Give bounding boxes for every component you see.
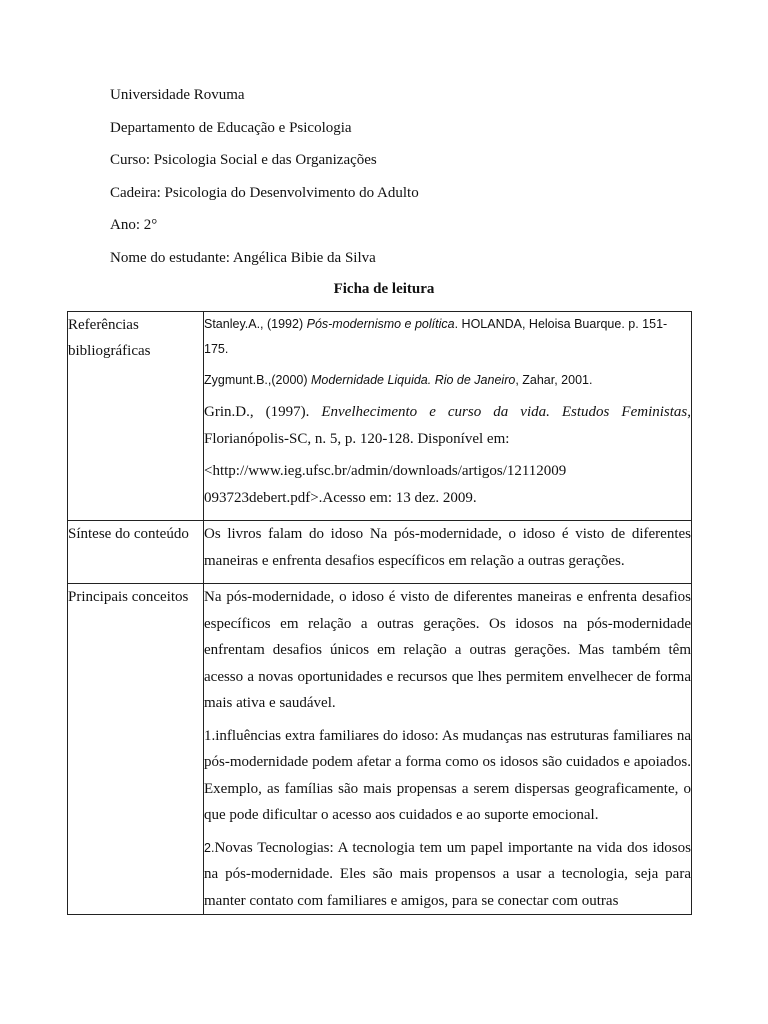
concepts-paragraph-3-number: 2.: [204, 840, 215, 855]
ref2-author: Zygmunt.B.,(2000): [204, 373, 311, 387]
ref3-url-line1: <http://www.ieg.ufsc.br/admin/downloads/artigos/12112009: [204, 463, 567, 479]
reference-grin: [204, 399, 691, 452]
synthesis-label: Síntese do conteúdo: [68, 521, 204, 584]
reference-stanley: [204, 312, 691, 362]
ref1-title: Pós-modernismo e política: [306, 317, 455, 331]
concepts-paragraph-1: Na pós-modernidade, o idoso é visto de diferentes maneiras e enfrenta desafios específicos em relação a outras gerações. Os idosos na pós-modernidade enfrentam desafios únicos em relação a outras gerações. Mas também têm acesso a novas oportunidades e recursos que lhes permitem envelhecer de forma mais ativa e saudável.: [204, 589, 691, 711]
document-title: Ficha de leitura: [333, 281, 435, 297]
reference-grin-url: [204, 458, 691, 514]
concepts-paragraph-2: 1.influências extra familiares do idoso: As mudanças nas estruturas familiares na pós-modernidade podem afetar a forma como os idosos são cuidados e apoiados. Exemplo, as famílias são mais propensas a serem dispersas geograficamente, o que pode dificultar o acesso aos cuidados e ao suporte emocional.: [204, 727, 691, 823]
concepts-content: [204, 584, 692, 915]
concepts-paragraph-3: [204, 835, 691, 915]
department-name: Departamento de Educação e Psicologia: [110, 119, 352, 136]
table-row-concepts: [68, 584, 692, 915]
references-label: Referências bibliográficas: [68, 312, 204, 521]
reference-zygmunt: [204, 368, 691, 393]
reading-sheet-table: [67, 311, 692, 915]
synthesis-text: Os livros falam do idoso Na pós-modernidade, o idoso é visto de diferentes maneiras e enfrenta desafios específicos em relação a outras gerações.: [204, 526, 691, 569]
concepts-label: Principais conceitos: [68, 584, 204, 915]
course-name: Curso: Psicologia Social e das Organizações: [110, 152, 377, 169]
ref3-details: , Florianópolis-SC, n. 5, p. 120-128. Disponível em:: [204, 404, 692, 447]
table-row-synthesis: [68, 521, 692, 584]
university-name: Universidade Rovuma: [110, 87, 245, 103]
ref2-details: , Zahar, 2001.: [515, 373, 593, 387]
subject-name: Cadeira: Psicologia do Desenvolvimento do Adulto: [110, 184, 419, 201]
references-content: [204, 312, 692, 521]
table-row-references: [68, 312, 692, 521]
ref3-title: Envelhecimento e curso da vida. Estudos Feministas: [321, 404, 688, 420]
synthesis-content: [204, 521, 692, 584]
ref1-author: Stanley.A., (1992): [204, 317, 307, 331]
concepts-paragraph-3-text: Novas Tecnologias: A tecnologia tem um papel importante na vida dos idosos na pós-modernidade. Eles são mais propensos a usar a tecnologia, seja para manter contato com familiares e amigos, para se conectar com outras: [204, 839, 691, 909]
ref1-details: . HOLANDA, Heloisa Buarque. p. 151-175.: [204, 317, 668, 356]
ref2-title: Modernidade Liquida. Rio de Janeiro: [311, 373, 516, 387]
ref3-url-line2: 093723debert.pdf>.Acesso em: 13 dez. 2009.: [204, 489, 477, 506]
student-name: Nome do estudante: Angélica Bibie da Silva: [110, 249, 376, 266]
document-header: [110, 84, 419, 280]
year-line: Ano: 2°: [110, 217, 158, 234]
ref3-author: Grin.D., (1997).: [204, 404, 322, 420]
